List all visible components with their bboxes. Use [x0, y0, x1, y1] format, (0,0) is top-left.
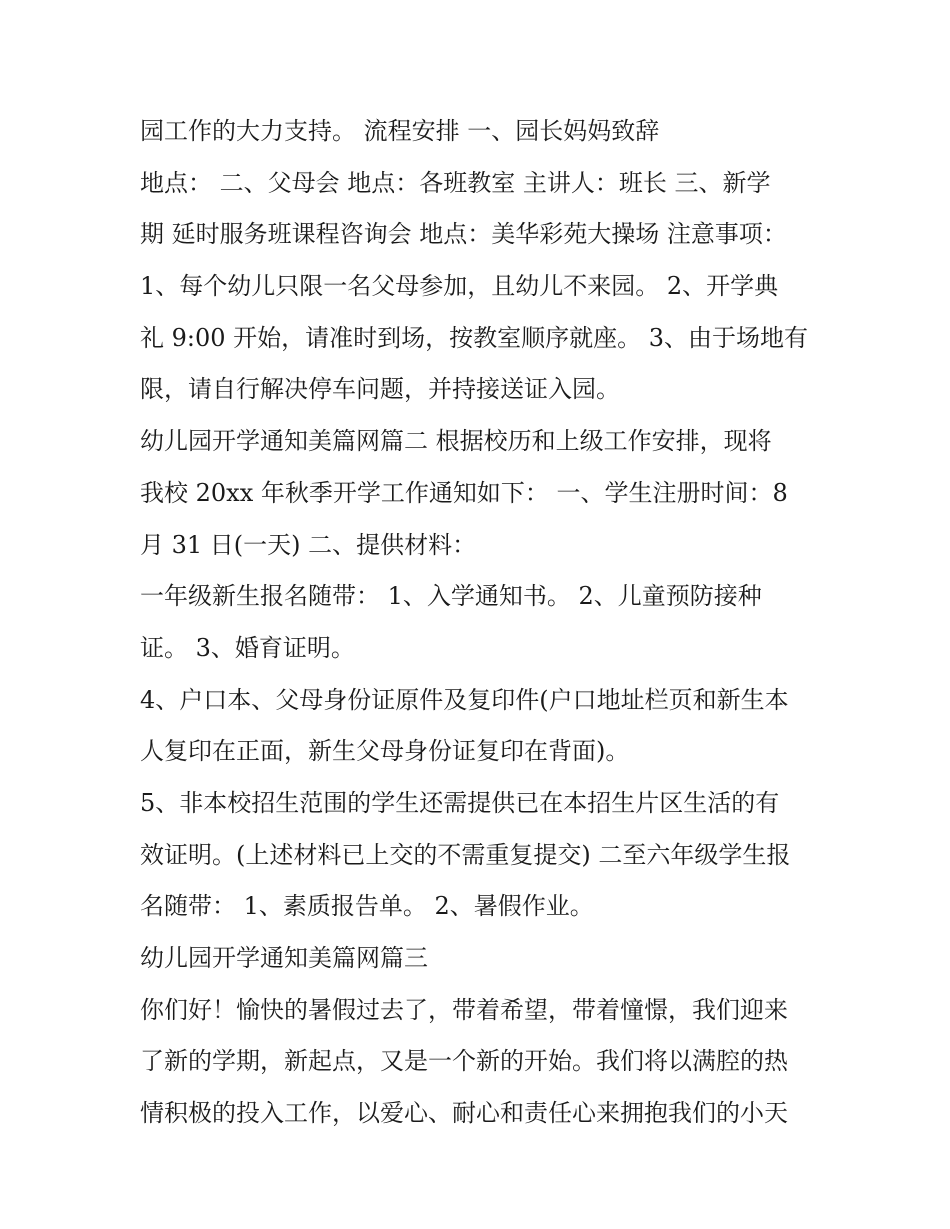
text-line: 你们好！愉快的暑假过去了，带着希望，带着憧憬，我们迎来: [140, 995, 788, 1024]
section-heading-line: 幼儿园开学通知美篇网篇二 根据校历和上级工作安排，现将: [140, 427, 772, 456]
text-line: 月 31 日(一天) 二、提供材料：: [140, 530, 477, 559]
text-line: 地点： 二、父母会 地点：各班教室 主讲人：班长 三、新学: [140, 168, 771, 197]
text-line: 一年级新生报名随带： 1、入学通知书。 2、儿童预防接种: [140, 582, 762, 611]
text-line: 名随带： 1、素质报告单。 2、暑假作业。: [140, 892, 594, 921]
text-line: 4、户口本、父母身份证原件及复印件(户口地址栏页和新生本: [140, 685, 789, 714]
text-line: 礼 9:00 开始，请准时到场，按教室顺序就座。 3、由于场地有: [140, 323, 809, 352]
text-line: 了新的学期，新起点，又是一个新的开始。我们将以满腔的热: [140, 1047, 788, 1076]
text-line: 我校 20xx 年秋季开学工作通知如下： 一、学生注册时间：8: [140, 478, 788, 507]
text-line: 1、每个幼儿只限一名父母参加，且幼儿不来园。 2、开学典: [140, 272, 779, 301]
text-line: 效证明。(上述材料已上交的不需重复提交) 二至六年级学生报: [140, 840, 791, 869]
text-line: 期 延时服务班课程咨询会 地点：美华彩苑大操场 注意事项：: [140, 220, 787, 249]
text-line: 证。 3、婚育证明。: [140, 633, 355, 662]
body-text: [140, 106, 820, 1140]
text-line: 情积极的投入工作，以爱心、耐心和责任心来拥抱我们的小天: [140, 1099, 788, 1128]
text-line: 限，请自行解决停车问题，并持接送证入园。: [140, 375, 620, 404]
text-line: 人复印在正面，新生父母身份证复印在背面)。: [140, 737, 630, 766]
section-heading: 幼儿园开学通知美篇网篇三: [140, 944, 428, 972]
text-line: 园工作的大力支持。 流程安排 一、园长妈妈致辞: [140, 117, 660, 145]
text-line: 5、非本校招生范围的学生还需提供已在本招生片区生活的有: [140, 788, 780, 817]
